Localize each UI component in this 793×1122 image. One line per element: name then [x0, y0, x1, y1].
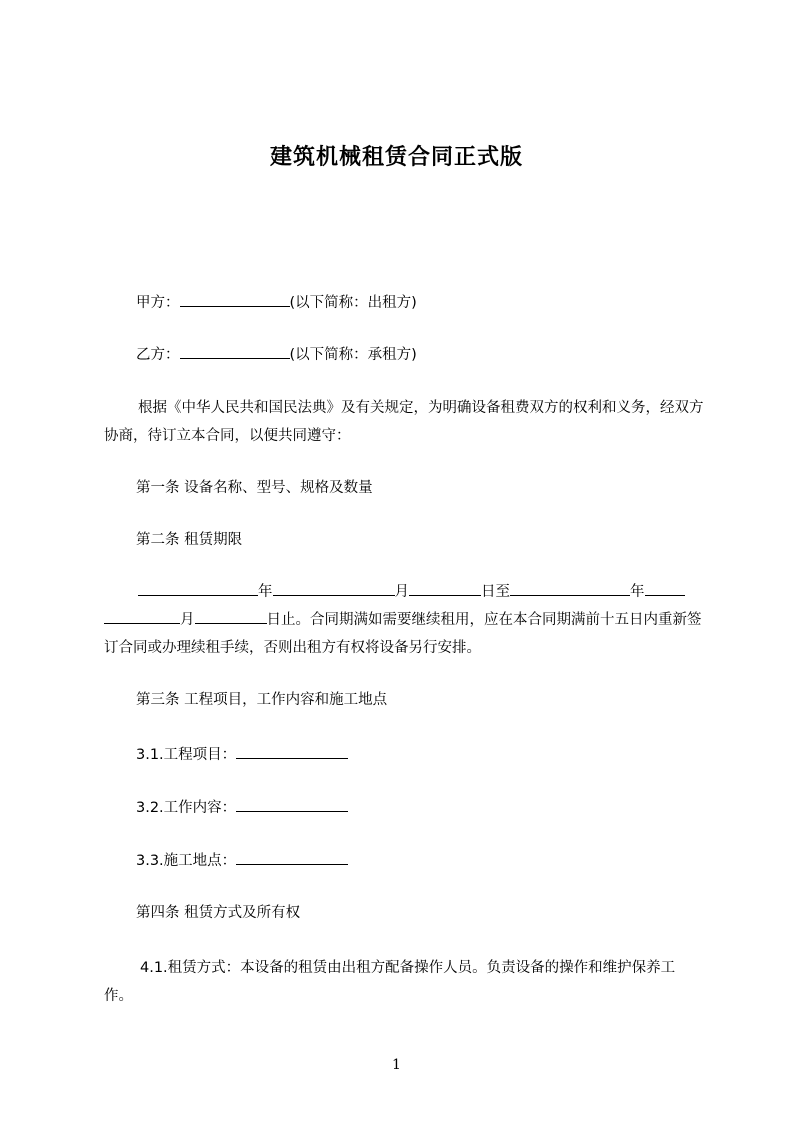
article-2-tail: 日止。合同期满如需要继续租用，应在本合同期满前十五日内重新签订合同或办理续租手续，否则出租方有权将设备另行安排。 — [104, 612, 702, 656]
start-month-blank — [273, 581, 395, 596]
end-month-label: 月 — [180, 612, 195, 628]
party-a-note: (以下简称：出租方) — [289, 295, 417, 311]
item-3-3-line — [136, 850, 348, 871]
item-3-3-label: 3.3.施工地点： — [136, 853, 237, 869]
end-month-blank-b — [104, 609, 180, 624]
end-month-blank-a — [645, 581, 685, 596]
end-year-blank — [510, 581, 630, 596]
party-a-line — [136, 292, 417, 313]
start-year-label: 年 — [258, 584, 273, 600]
party-b-label: 乙方： — [136, 347, 180, 363]
article-2-period-paragraph — [104, 578, 704, 662]
item-3-1-line — [136, 744, 348, 765]
page-number: 1 — [392, 1057, 401, 1073]
item-3-2-line — [136, 797, 348, 818]
start-day-blank — [409, 581, 481, 596]
start-year-blank — [138, 581, 258, 596]
item-4-1-paragraph: 4.1.租赁方式：本设备的租赁由出租方配备操作人员。负责设备的操作和维护保养工作。 — [104, 960, 676, 1004]
article-4-heading: 第四条 租赁方式及所有权 — [136, 905, 301, 921]
party-a-label: 甲方： — [136, 295, 180, 311]
document-title: 建筑机械租赁合同正式版 — [269, 145, 523, 170]
item-3-1-label: 3.1.工程项目： — [136, 747, 237, 763]
end-year-label: 年 — [630, 584, 645, 600]
item-3-2-label: 3.2.工作内容： — [136, 800, 237, 816]
party-b-blank — [180, 344, 290, 359]
item-3-3-blank — [236, 850, 348, 865]
article-2-heading: 第二条 租赁期限 — [136, 532, 243, 548]
party-b-note: (以下简称：承租方) — [289, 347, 417, 363]
party-b-line — [136, 344, 417, 365]
preamble-paragraph: 根据《中华人民共和国民法典》及有关规定，为明确设备租费双方的权利和义务，经双方协商，待订立本合同，以便共同遵守： — [104, 400, 704, 444]
item-3-1-blank — [236, 744, 348, 759]
party-a-blank — [180, 292, 290, 307]
end-day-blank — [195, 609, 267, 624]
start-month-label: 月 — [394, 584, 409, 600]
start-day-to-label: 日至 — [481, 584, 510, 600]
article-1-heading: 第一条 设备名称、型号、规格及数量 — [136, 480, 373, 496]
article-3-heading: 第三条 工程项目，工作内容和施工地点 — [136, 692, 388, 708]
item-3-2-blank — [236, 797, 348, 812]
